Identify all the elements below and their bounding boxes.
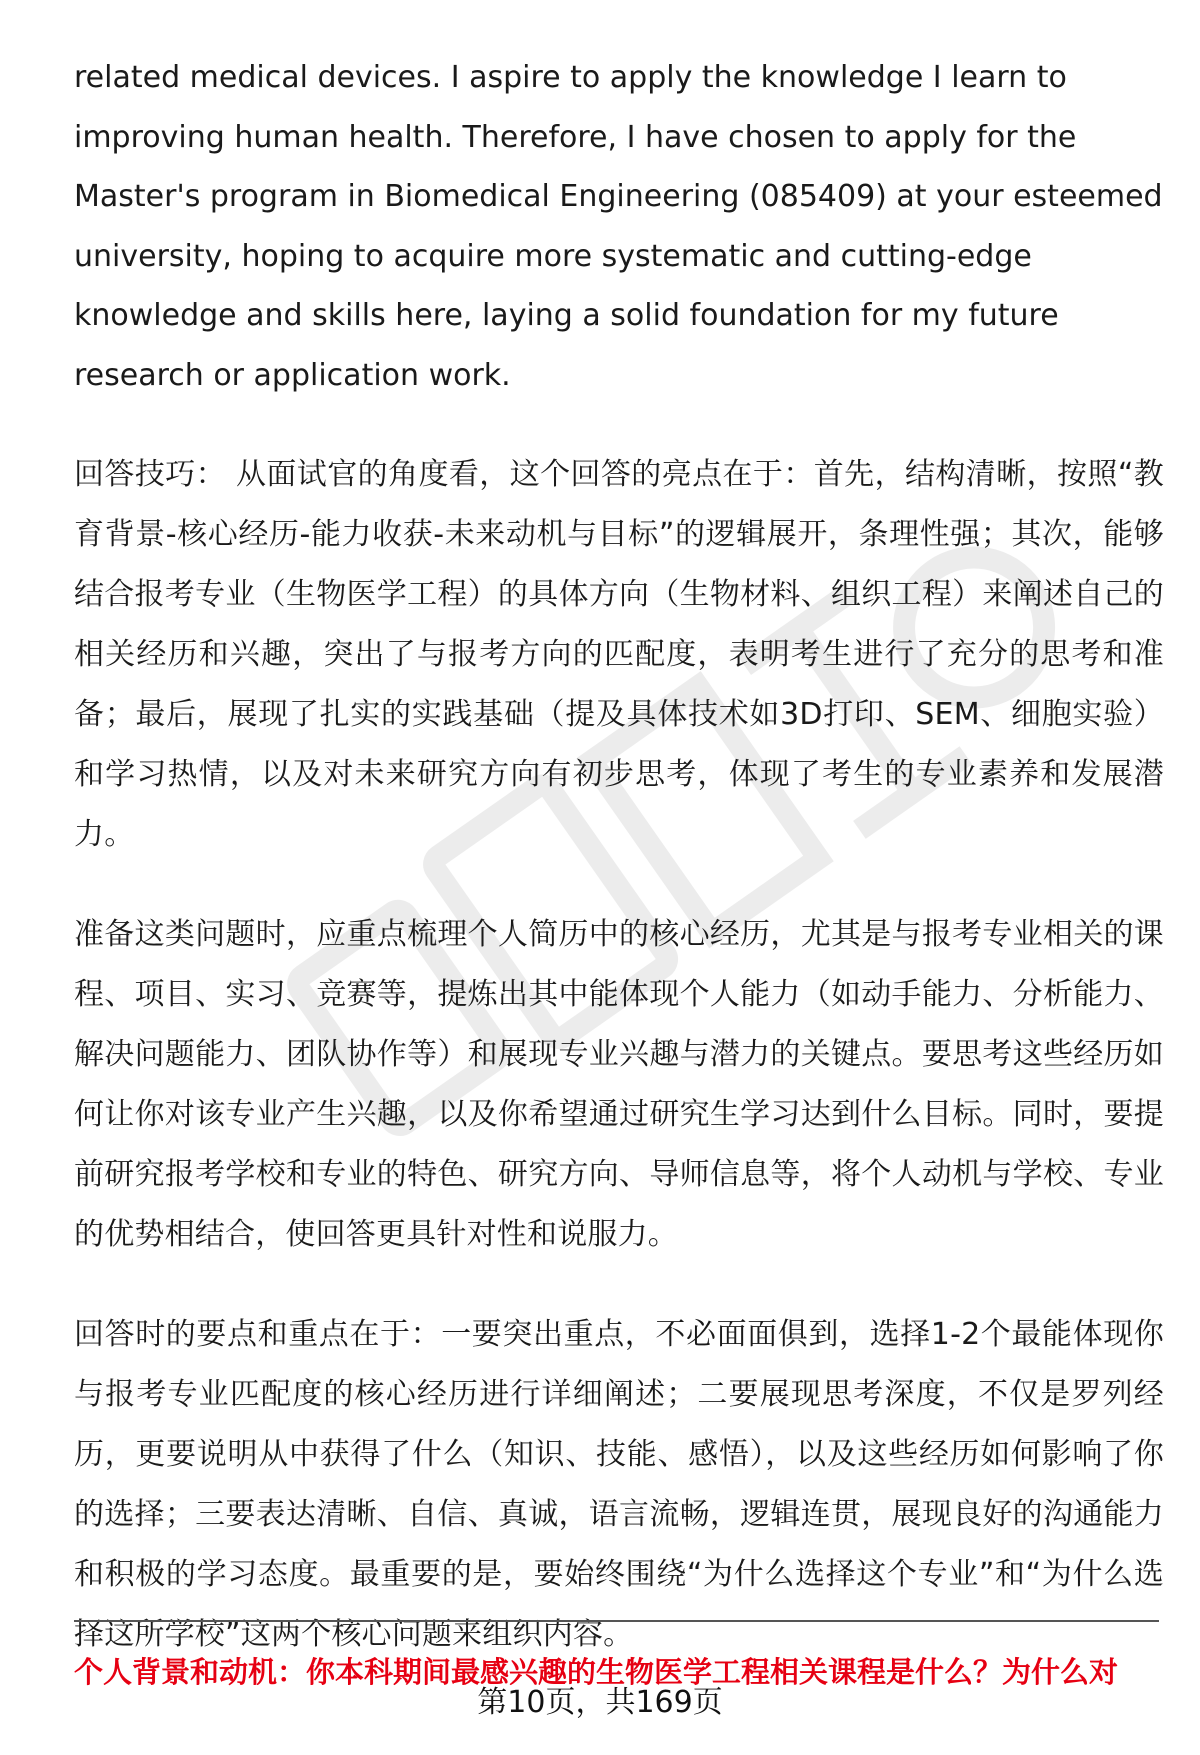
key-points-paragraph: 回答时的要点和重点在于：一要突出重点，不必面面俱到，选择1-2个最能体现你与报考专业匹配度的核心经历进行详细阐述；二要展现思考深度，不仅是罗列经历，更要说明从中获得了什么（知识、技能、感悟），以及这些经历如何影响了你的选择；三要表达清晰、自信、真诚，语言流畅，逻辑连贯，展现良好的沟通能力和积极的学习态度。最重要的是，要始终围绕“为什么选择这个专业”和“为什么选择这所学校”这两个核心问题来组织内容。	[74, 1317, 1164, 1652]
english-answer-paragraph: related medical devices. I aspire to apply the knowledge I learn to improving human health. Therefore, I have chosen to apply for the Master's program in Biomedical Engineering (085409) at your esteemed university, hoping to acquire more systematic and cutting-edge knowledge and skills here, laying a solid foundation for my future research or application work.	[74, 60, 1163, 393]
preparation-paragraph: 准备这类问题时，应重点梳理个人简历中的核心经历，尤其是与报考专业相关的课程、项目、实习、竞赛等，提炼出其中能体现个人能力（如动手能力、分析能力、解决问题能力、团队协作等）和展现专业兴趣与潜力的关键点。要思考这些经历如何让你对该专业产生兴趣，以及你希望通过研究生学习达到什么目标。同时，要提前研究报考学校和专业的特色、研究方向、导师信息等，将个人动机与学校、专业的优势相结合，使回答更具针对性和说服力。	[74, 917, 1164, 1252]
paragraph-spacer	[74, 405, 1164, 445]
answer-tips-paragraph: 回答技巧： 从面试官的角度看，这个回答的亮点在于：首先，结构清晰，按照“教育背景-核心经历-能力收获-未来动机与目标”的逻辑展开，条理性强；其次，能够结合报考专业（生物医学工程）的具体方向（生物材料、组织工程）来阐述自己的相关经历和兴趣，突出了与报考方向的匹配度，表明考生进行了充分的思考和准备；最后，展现了扎实的实践基础（提及具体技术如3D打印、SEM、细胞实验）和学习热情，以及对未来研究方向有初步思考，体现了考生的专业素养和发展潜力。	[74, 457, 1164, 852]
section-divider	[74, 1620, 1159, 1622]
document-body	[74, 48, 1164, 1665]
page-number: 第10页，共169页	[477, 1685, 723, 1720]
paragraph-spacer	[74, 1265, 1164, 1305]
next-question-heading: 个人背景和动机：你本科期间最感兴趣的生物医学工程相关课程是什么？为什么对	[74, 1655, 1119, 1689]
paragraph-spacer	[74, 865, 1164, 905]
